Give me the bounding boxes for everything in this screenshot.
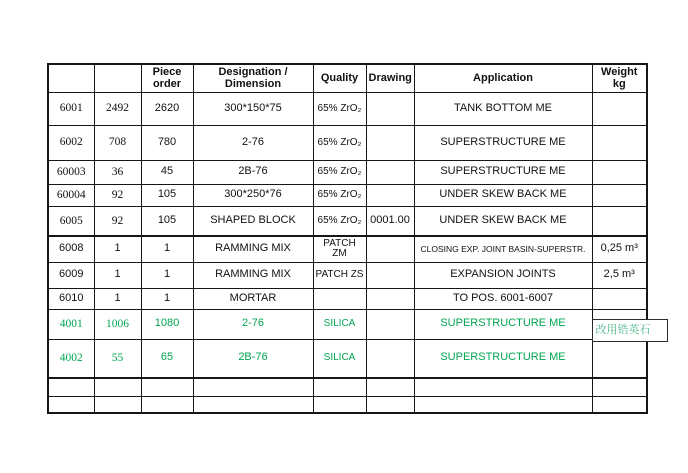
cell-qty: [94, 378, 141, 396]
cell-qty: 1: [94, 262, 141, 288]
cell-quality: SILICA: [313, 339, 366, 378]
cell-designation: [193, 378, 313, 396]
parts-list-table: [47, 63, 651, 414]
cell-piece-order: 2620: [141, 92, 193, 125]
cell-application: UNDER SKEW BACK ME: [414, 184, 592, 206]
cell-application: SUPERSTRUCTURE ME: [414, 309, 592, 339]
cell-weight: [592, 92, 647, 125]
header-piece-order: Piece order: [141, 64, 193, 92]
cell-id: 4002: [48, 339, 94, 378]
table-row: [48, 206, 647, 236]
cell-qty: 1: [94, 236, 141, 262]
cell-weight: [592, 309, 651, 339]
cell-id: [48, 396, 94, 413]
cell-id: 60003: [48, 160, 94, 184]
cell-id: 6008: [48, 236, 94, 262]
cell-designation: 300*250*76: [193, 184, 313, 206]
cell-weight: [592, 125, 647, 160]
cell-quality: PATCH ZM: [313, 236, 366, 262]
cell-application: CLOSING EXP. JOINT BASIN-SUPERSTR.: [414, 236, 592, 262]
cell-qty: 55: [94, 339, 141, 378]
cell-id: 6010: [48, 288, 94, 309]
cell-quality: [313, 288, 366, 309]
header-quantity: [94, 64, 141, 92]
cell-designation: [193, 396, 313, 413]
cell-piece-order: 1: [141, 262, 193, 288]
table-header: [48, 64, 647, 92]
cell-designation: MORTAR: [193, 288, 313, 309]
cell-drawing: [366, 125, 414, 160]
cell-quality: 65% ZrO₂: [313, 125, 366, 160]
cell-quality: 65% ZrO₂: [313, 92, 366, 125]
cell-weight: [592, 288, 647, 309]
cell-designation: 2-76: [193, 309, 313, 339]
table-row: [48, 288, 647, 309]
cell-application: SUPERSTRUCTURE ME: [414, 125, 592, 160]
cell-application: TANK BOTTOM ME: [414, 92, 592, 125]
header-quality: Quality: [313, 64, 366, 92]
cell-qty: 1006: [94, 309, 141, 339]
cell-quality: [313, 396, 366, 413]
cell-weight: [592, 378, 647, 396]
table-row: [48, 339, 647, 378]
table-row: [48, 236, 647, 262]
table-row: [48, 125, 647, 160]
cell-weight: [592, 396, 647, 413]
cell-designation: 2B-76: [193, 339, 313, 378]
cell-quality: SILICA: [313, 309, 366, 339]
cell-id: [48, 378, 94, 396]
cell-application: TO POS. 6001-6007: [414, 288, 592, 309]
cell-piece-order: 1: [141, 236, 193, 262]
cell-designation: RAMMING MIX: [193, 236, 313, 262]
cell-designation: RAMMING MIX: [193, 262, 313, 288]
cell-drawing: 0001.00: [366, 206, 414, 236]
cell-application: EXPANSION JOINTS: [414, 262, 592, 288]
header-application: Application: [414, 64, 592, 92]
table-row: [48, 396, 647, 413]
cell-designation: 300*150*75: [193, 92, 313, 125]
cell-qty: 36: [94, 160, 141, 184]
cell-qty: 1: [94, 288, 141, 309]
header-weight-kg: Weight kg: [592, 64, 647, 92]
cell-piece-order: 105: [141, 206, 193, 236]
cell-id: 6005: [48, 206, 94, 236]
cell-id: 4001: [48, 309, 94, 339]
cell-designation: SHAPED BLOCK: [193, 206, 313, 236]
cell-weight: [592, 206, 647, 236]
cell-id: 6001: [48, 92, 94, 125]
header-row: [48, 64, 647, 92]
cell-designation: 2-76: [193, 125, 313, 160]
cell-application: SUPERSTRUCTURE ME: [414, 160, 592, 184]
cell-piece-order: 65: [141, 339, 193, 378]
cell-application: UNDER SKEW BACK ME: [414, 206, 592, 236]
cell-weight: [592, 160, 647, 184]
cell-application: [414, 396, 592, 413]
cell-id: 6002: [48, 125, 94, 160]
cell-drawing: [366, 378, 414, 396]
cell-quality: 65% ZrO₂: [313, 160, 366, 184]
cell-drawing: [366, 262, 414, 288]
cell-drawing: [366, 184, 414, 206]
cell-drawing: [366, 288, 414, 309]
cell-piece-order: 780: [141, 125, 193, 160]
cell-quality: 65% ZrO₂: [313, 206, 366, 236]
table-row: [48, 160, 647, 184]
cell-drawing: [366, 160, 414, 184]
cell-quality: PATCH ZS: [313, 262, 366, 288]
green-annotation-note: 改用锆英石: [592, 319, 668, 342]
cell-drawing: [366, 339, 414, 378]
cell-piece-order: 1080: [141, 309, 193, 339]
cell-piece-order: 105: [141, 184, 193, 206]
cell-qty: 2492: [94, 92, 141, 125]
table-row: [48, 378, 647, 396]
table-row: [48, 309, 647, 339]
cell-piece-order: 1: [141, 288, 193, 309]
cell-application: [414, 378, 592, 396]
cell-id: 6009: [48, 262, 94, 288]
cell-quality: [313, 378, 366, 396]
header-position-number: [48, 64, 94, 92]
cell-designation: 2B-76: [193, 160, 313, 184]
cell-drawing: [366, 92, 414, 125]
cell-weight: 2,5 m³: [592, 262, 647, 288]
cell-qty: 92: [94, 206, 141, 236]
cell-qty: 708: [94, 125, 141, 160]
cell-piece-order: 45: [141, 160, 193, 184]
table-row: [48, 262, 647, 288]
cell-drawing: [366, 309, 414, 339]
cell-qty: [94, 396, 141, 413]
table-body: [48, 92, 651, 413]
cell-piece-order: [141, 396, 193, 413]
cell-piece-order: [141, 378, 193, 396]
cell-weight: [592, 339, 647, 378]
cell-qty: 92: [94, 184, 141, 206]
cell-weight: [592, 184, 647, 206]
header-designation-dimension: Designation / Dimension: [193, 64, 313, 92]
table-row: [48, 92, 647, 125]
table-row: [48, 184, 647, 206]
cell-quality: 65% ZrO₂: [313, 184, 366, 206]
cell-weight: 0,25 m³: [592, 236, 647, 262]
header-drawing: Drawing: [366, 64, 414, 92]
cell-drawing: [366, 236, 414, 262]
cell-id: 60004: [48, 184, 94, 206]
cell-application: SUPERSTRUCTURE ME: [414, 339, 592, 378]
cell-drawing: [366, 396, 414, 413]
